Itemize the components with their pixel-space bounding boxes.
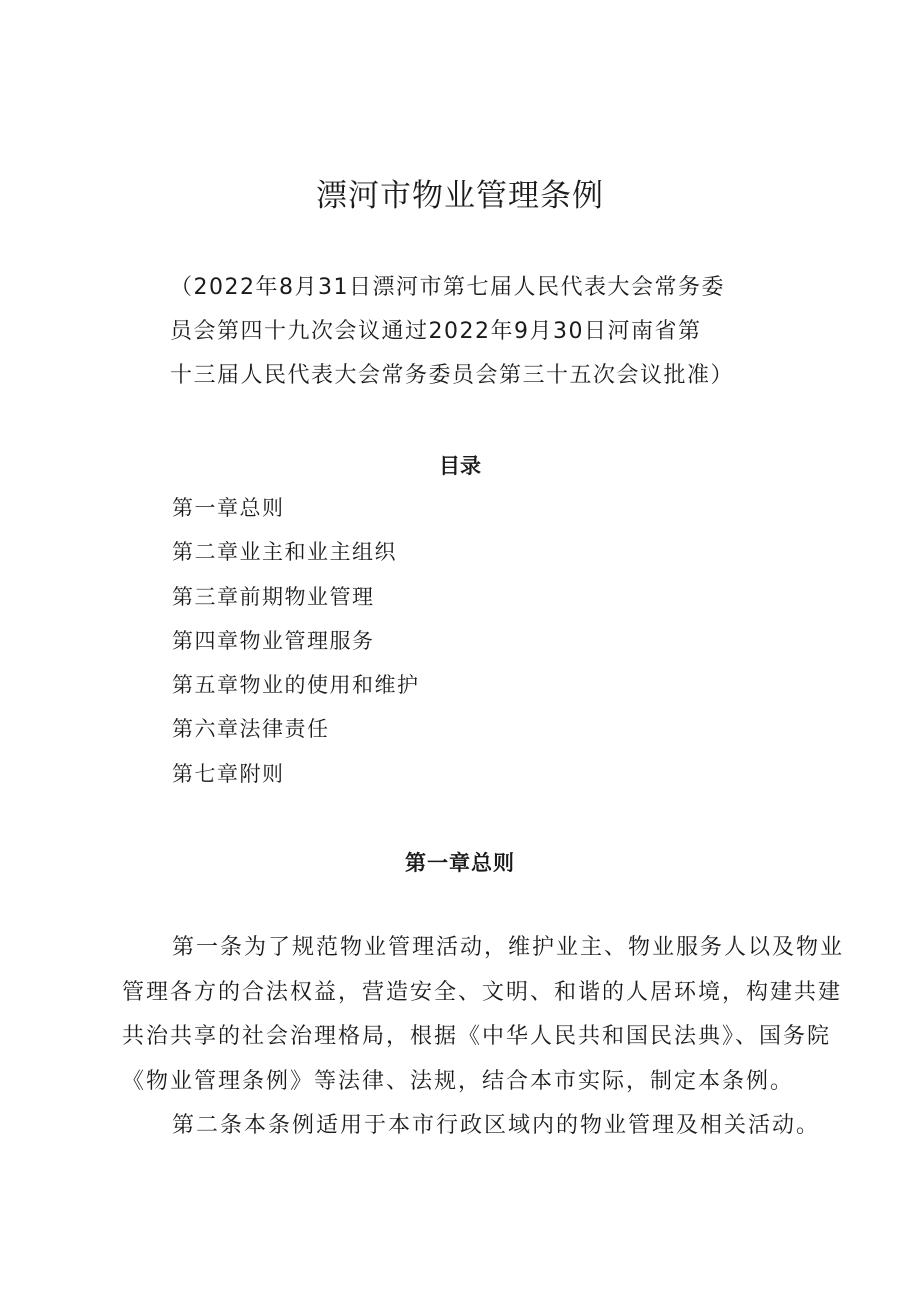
toc-item-chapter-3: 第三章前期物业管理: [172, 584, 375, 609]
toc-item-chapter-1: 第一章总则: [172, 496, 285, 520]
article-line: 《物业管理条例》等法律、法规，结合本市实际，制定本条例。: [122, 1068, 795, 1094]
enactment-note-line: 员会第四十九次会议通过2022年9月30日河南省第: [170, 319, 702, 344]
enactment-note: [170, 266, 760, 398]
toc-item-chapter-6: 第六章法律责任: [172, 717, 330, 742]
article-line: 共治共享的社会治理格局，根据《中华人民共和国民法典》、国务院: [122, 1024, 832, 1049]
table-of-contents: [172, 486, 420, 796]
article-2: [122, 1104, 821, 1149]
toc-heading: 目录: [439, 454, 481, 478]
article-line: 管理各方的合法权益，营造安全、文明、和谐的人居环境，构建共建: [122, 979, 843, 1005]
toc-item-chapter-7: 第七章附则: [172, 761, 285, 786]
article-line: 第一条为了规范物业管理活动，维护业主、物业服务人以及物业: [172, 935, 845, 960]
chapter-heading: 第一章总则: [405, 851, 515, 875]
enactment-note-line: 十三届人民代表大会常务委员会第三十五次会议批准）: [170, 363, 735, 388]
article-line: 第二条本条例适用于本市行政区域内的物业管理及相关活动。: [172, 1113, 821, 1138]
article-1: [122, 926, 845, 1104]
toc-item-chapter-5: 第五章物业的使用和维护: [172, 673, 420, 698]
toc-item-chapter-4: 第四章物业管理服务: [172, 628, 375, 653]
chapter-body: [122, 926, 845, 1149]
enactment-note-line: （2022年8月31日漂河市第七届人民代表大会常务委: [170, 275, 725, 300]
document-title: 漂河市物业管理条例: [316, 178, 604, 214]
toc-item-chapter-2: 第二章业主和业主组织: [172, 540, 397, 565]
